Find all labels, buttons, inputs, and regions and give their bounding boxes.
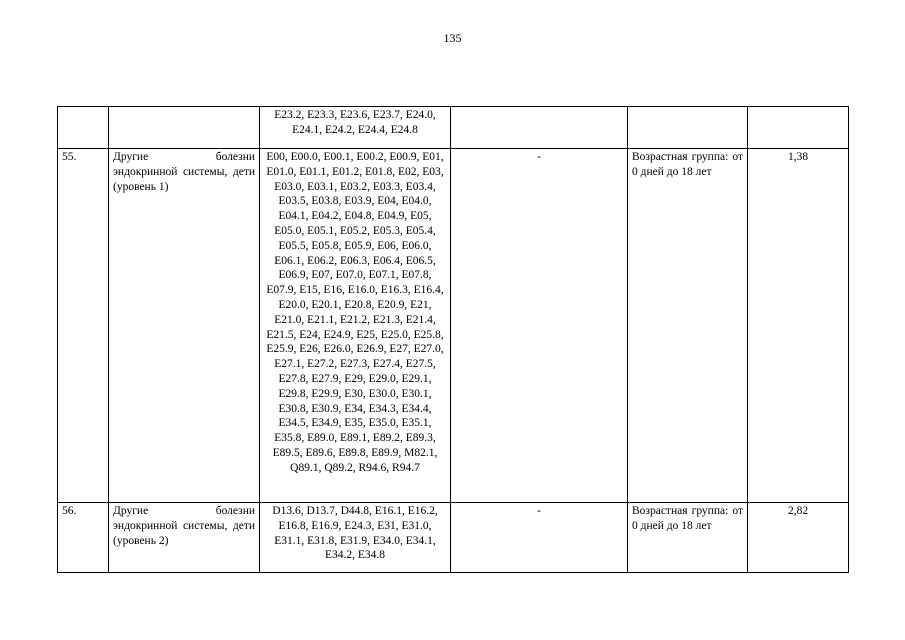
group-name-cell: Другие болезни эндокринной системы, дети (уровень 1) <box>109 149 260 503</box>
additional-criteria-cell: - <box>451 149 628 503</box>
table-row <box>58 149 849 503</box>
age-group-cell: Возрастная группа: от 0 дней до 18 лет <box>628 503 748 573</box>
row-number-cell <box>58 107 109 149</box>
diagnosis-codes-cell: E23.2, E23.3, E23.6, E23.7, E24.0, E24.1, E24.2, E24.4, E24.8 <box>260 107 451 149</box>
row-number-cell: 56. <box>58 503 109 573</box>
coefficient-cell: 1,38 <box>748 149 849 503</box>
age-group-cell: Возрастная группа: от 0 дней до 18 лет <box>628 149 748 503</box>
page-number: 135 <box>443 31 462 45</box>
age-group-cell <box>628 107 748 149</box>
additional-criteria-cell: - <box>451 503 628 573</box>
additional-criteria-cell <box>451 107 628 149</box>
row-number-cell: 55. <box>58 149 109 503</box>
table-row <box>58 107 849 149</box>
table-row <box>58 503 849 573</box>
diagnosis-codes-cell: E00, E00.0, E00.1, E00.2, E00.9, E01, E01.0, E01.1, E01.2, E01.8, E02, E03, E03.0, E03.1, E03.2, E03.3, E03.4, E03.5, E03.8, E03.9, E04, E04.0, E04.1, E04.2, E04.8, E04.9, E05, E05.0, E05.1, E05.2, E05.3, E05.4, E05.5, E05.8, E05.9, E06, E06.0, E06.1, E06.2, E06.3, E06.4, E06.5, E06.9, E07, E07.0, E07.1, E07.8, E07.9, E15, E16, E16.0, E16.3, E16.4, E20.0, E20.1, E20.8, E20.9, E21, E21.0, E21.1, E21.2, E21.3, E21.4, E21.5, E24, E24.9, E25, E25.0, E25.8, E25.9, E26, E26.0, E26.9, E27, E27.0, E27.1, E27.2, E27.3, E27.4, E27.5, E27.8, E27.9, E29, E29.0, E29.1, E29.8, E29.9, E30, E30.0, E30.1, E30.8, E30.9, E34, E34.3, E34.4, E34.5, E34.9, E35, E35.0, E35.1, E35.8, E89.0, E89.1, E89.2, E89.3, E89.5, E89.6, E89.8, E89.9, M82.1, Q89.1, Q89.2, R94.6, R94.7 <box>260 149 451 503</box>
coefficient-cell: 2,82 <box>748 503 849 573</box>
group-name-cell <box>109 107 260 149</box>
tariff-table <box>57 106 849 573</box>
coefficient-cell <box>748 107 849 149</box>
group-name-cell: Другие болезни эндокринной системы, дети (уровень 2) <box>109 503 260 573</box>
diagnosis-codes-cell: D13.6, D13.7, D44.8, E16.1, E16.2, E16.8, E16.9, E24.3, E31, E31.0, E31.1, E31.8, E31.9, E34.0, E34.1, E34.2, E34.8 <box>260 503 451 573</box>
